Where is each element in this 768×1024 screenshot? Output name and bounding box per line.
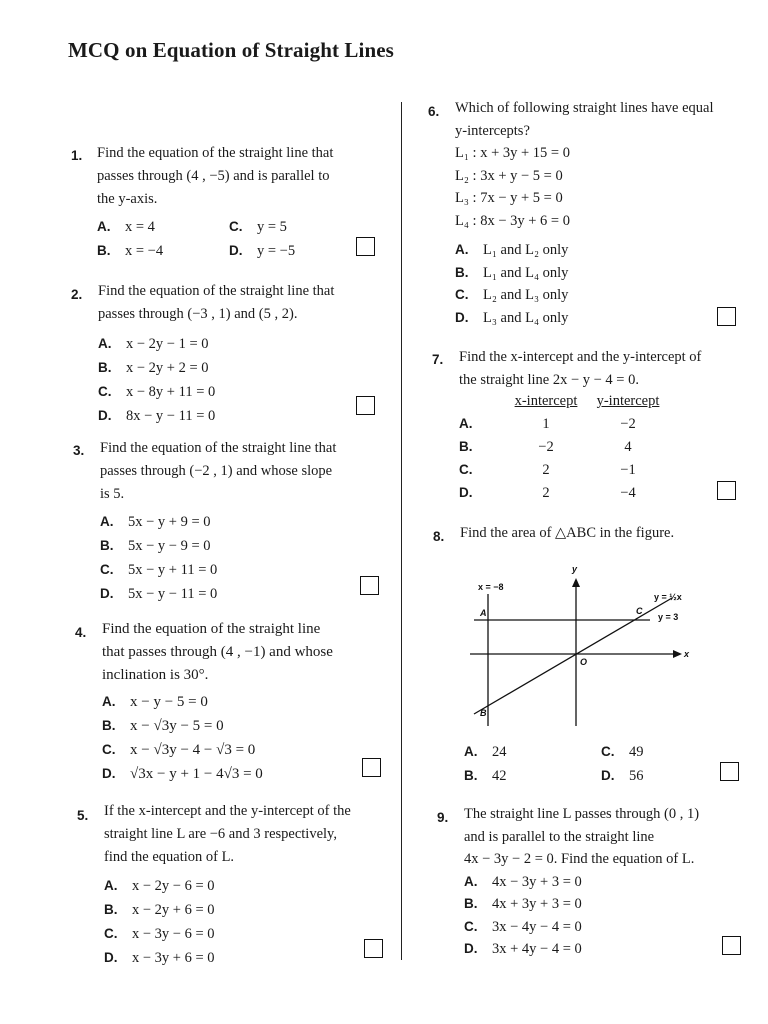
stem-line: the straight line 2x − y − 4 = 0.	[459, 372, 639, 388]
option-b[interactable]: B. x − √3y − 5 = 0	[102, 718, 224, 734]
question-5	[104, 800, 400, 970]
stem-line: Find the equation of the straight line that	[98, 283, 335, 299]
question-8	[460, 522, 750, 545]
option-a[interactable]: A. x − 2y − 6 = 0	[104, 878, 215, 894]
origin-label: O	[580, 657, 588, 667]
answer-box[interactable]	[356, 237, 375, 256]
option-a[interactable]: A. 1 −2	[459, 416, 636, 432]
point-c-label: C	[636, 606, 643, 616]
question-number: 2.	[71, 287, 83, 302]
question-number: 3.	[73, 443, 85, 458]
triangle-figure	[462, 558, 702, 728]
column-divider	[401, 102, 402, 960]
equation-line: L₁ : x + 3y + 15 = 0	[455, 145, 570, 161]
point-a-label: A	[480, 608, 487, 618]
stem-line: the y-axis.	[97, 191, 158, 207]
option-d[interactable]: D. 3x + 4y − 4 = 0	[464, 941, 582, 957]
stem-line: y-intercepts?	[455, 122, 530, 139]
option-c[interactable]: C. x − 3y − 6 = 0	[104, 926, 215, 942]
stem-line: passes through (4 , −5) and is parallel to	[97, 168, 330, 184]
question-number: 1.	[71, 148, 83, 163]
stem-line: The straight line L passes through (0 , 1)	[464, 806, 700, 822]
option-b[interactable]: B. 5x − y − 9 = 0	[100, 538, 211, 554]
equation-line: L₃ : 7x − y + 5 = 0	[455, 190, 563, 206]
answer-box[interactable]	[362, 758, 381, 777]
stem-line: Find the equation of the straight line that	[97, 145, 334, 161]
option-c[interactable]: C. y = 5	[229, 219, 287, 235]
option-d[interactable]: D. 8x − y − 11 = 0	[98, 408, 216, 424]
stem-line: Which of following straight lines have equal	[455, 100, 714, 116]
option-c[interactable]: C. 2 −1	[459, 462, 636, 478]
option-b[interactable]: B. L₁ and L₄ only	[455, 264, 569, 281]
stem-line: Find the x-intercept and the y-intercept of	[459, 349, 702, 365]
answer-box[interactable]	[717, 481, 736, 500]
question-2	[98, 280, 398, 428]
equation-line: L₂ : 3x + y − 5 = 0	[455, 167, 563, 184]
question-1	[97, 142, 397, 263]
stem-line: Find the equation of the straight line	[102, 621, 321, 637]
option-d[interactable]: D. 2 −4	[459, 485, 636, 501]
option-a[interactable]: A. 5x − y + 9 = 0	[100, 514, 211, 530]
option-a[interactable]: A. L₁ and L₂ only	[455, 242, 569, 258]
option-d[interactable]: D. 56	[601, 768, 644, 784]
stem-line: is 5.	[100, 486, 125, 502]
y-axis-label: y	[572, 564, 578, 574]
answer-box[interactable]	[364, 939, 383, 958]
option-d[interactable]: D. y = −5	[229, 243, 296, 259]
option-d[interactable]: D. L₃ and L₄ only	[455, 309, 569, 326]
column-header: x-intercept	[514, 393, 578, 409]
stem-line: that passes through (4 , −1) and whose	[102, 644, 333, 660]
option-d[interactable]: D. √3x − y + 1 − 4√3 = 0	[102, 766, 263, 782]
stem-line: passes through (−3 , 1) and (5 , 2).	[98, 306, 298, 322]
question-9	[464, 803, 760, 961]
option-c[interactable]: C. x − 8y + 11 = 0	[98, 384, 216, 400]
option-c[interactable]: C. 49	[601, 744, 644, 760]
x-axis-label: x	[684, 649, 690, 659]
option-b[interactable]: B. x − 2y + 2 = 0	[98, 360, 209, 376]
question-number: 6.	[428, 104, 440, 119]
option-d[interactable]: D. 5x − y − 11 = 0	[100, 586, 218, 602]
option-a[interactable]: A. x − 2y − 1 = 0	[98, 336, 209, 352]
answer-box[interactable]	[717, 307, 736, 326]
question-3	[100, 437, 400, 606]
answer-box[interactable]	[720, 762, 739, 781]
question-4	[102, 618, 400, 786]
option-a[interactable]: A. x − y − 5 = 0	[102, 694, 208, 710]
option-b[interactable]: B. 4x + 3y + 3 = 0	[464, 896, 582, 912]
column-header: y-intercept	[596, 393, 660, 409]
vertical-line-label: x = −8	[478, 582, 504, 592]
slanted-line-label: y = ½x	[654, 592, 682, 602]
option-b[interactable]: B. 42	[464, 768, 507, 784]
question-number: 8.	[433, 529, 445, 544]
option-d[interactable]: D. x − 3y + 6 = 0	[104, 950, 215, 966]
question-number: 4.	[75, 625, 87, 640]
question-number: 9.	[437, 810, 449, 825]
answer-box[interactable]	[360, 576, 379, 595]
stem-line: 4x − 3y − 2 = 0. Find the equation of L.	[464, 851, 695, 867]
option-c[interactable]: C. L₂ and L₃ only	[455, 287, 569, 303]
stem-line: inclination is 30°.	[102, 667, 209, 683]
point-b-label: B	[480, 708, 487, 718]
y-arrow-icon	[572, 578, 580, 587]
question-number: 5.	[77, 808, 89, 823]
stem-line: and is parallel to the straight line	[464, 828, 655, 845]
answer-box[interactable]	[722, 936, 741, 955]
option-a[interactable]: A. x = 4	[97, 219, 155, 235]
option-a[interactable]: A. 4x − 3y + 3 = 0	[464, 873, 582, 890]
option-c[interactable]: C. x − √3y − 4 − √3 = 0	[102, 742, 256, 758]
answer-box[interactable]	[356, 396, 375, 415]
horizontal-line-label: y = 3	[658, 612, 679, 622]
stem-line: Find the area of △ABC in the figure.	[460, 525, 675, 541]
question-6	[455, 97, 755, 329]
intercept-table	[459, 393, 669, 508]
option-c[interactable]: C. 5x − y + 11 = 0	[100, 562, 218, 578]
option-c[interactable]: C. 3x − 4y − 4 = 0	[464, 918, 582, 935]
option-b[interactable]: B. −2 4	[459, 439, 632, 455]
stem-line: find the equation of L.	[104, 849, 235, 865]
question-number: 7.	[432, 352, 444, 367]
stem-line: straight line L are −6 and 3 respectively,	[104, 826, 337, 842]
option-b[interactable]: B. x − 2y + 6 = 0	[104, 902, 215, 918]
stem-line: Find the equation of the straight line that	[100, 440, 337, 456]
question-8-options	[464, 740, 744, 788]
stem-line: passes through (−2 , 1) and whose slope	[100, 463, 333, 479]
page-title: MCQ on Equation of Straight Lines	[68, 38, 394, 62]
stem-line: If the x-intercept and the y-intercept of the	[104, 803, 351, 819]
option-a[interactable]: A. 24	[464, 744, 507, 760]
option-b[interactable]: B. x = −4	[97, 243, 164, 259]
equation-line: L₄ : 8x − 3y + 6 = 0	[455, 212, 570, 229]
x-arrow-icon	[673, 650, 682, 658]
question-7	[459, 346, 759, 392]
